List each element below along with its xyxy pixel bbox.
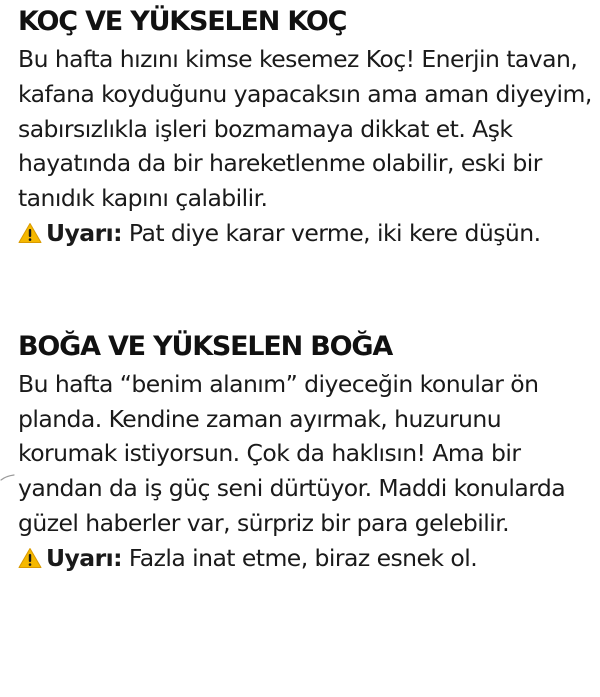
section-heading: KOÇ VE YÜKSELEN KOÇ xyxy=(18,6,347,37)
margin-mark xyxy=(0,470,16,486)
section-body: Bu hafta “benim alanım” diyeceğin konular ön planda. Kendine zaman ayırmak, huzurunu korumak istiyorsun. Çok da haklısın! Ama bir yandan da iş güç seni dürtüyor. Maddi konularda güzel haberler var, sürpriz bir para gelebilir. xyxy=(18,369,566,537)
warning-label: Uyarı: xyxy=(46,218,123,247)
section-body: Bu hafta hızını kimse kesemez Koç! Enerjin tavan, kafana koyduğunu yapacaksın ama aman diyeyim, sabırsızlıkla işleri bozmamaya dikkat et. Aşk hayatında da bir hareketlenme olabilir, eski bir tanıdık kapını çalabilir. xyxy=(18,45,592,213)
section-koc xyxy=(18,2,593,251)
warning-text: Pat diye karar verme, iki kere düşün. xyxy=(122,218,541,247)
warning-sign-icon xyxy=(18,547,42,569)
warning-text: Fazla inat etme, biraz esnek ol. xyxy=(122,543,478,572)
warning-line xyxy=(18,541,593,576)
warning-sign-icon xyxy=(18,222,42,244)
section-boga xyxy=(18,327,593,576)
warning-line xyxy=(18,216,593,251)
article xyxy=(18,2,593,576)
section-heading: BOĞA VE YÜKSELEN BOĞA xyxy=(18,330,393,362)
warning-label: Uyarı: xyxy=(46,543,123,572)
